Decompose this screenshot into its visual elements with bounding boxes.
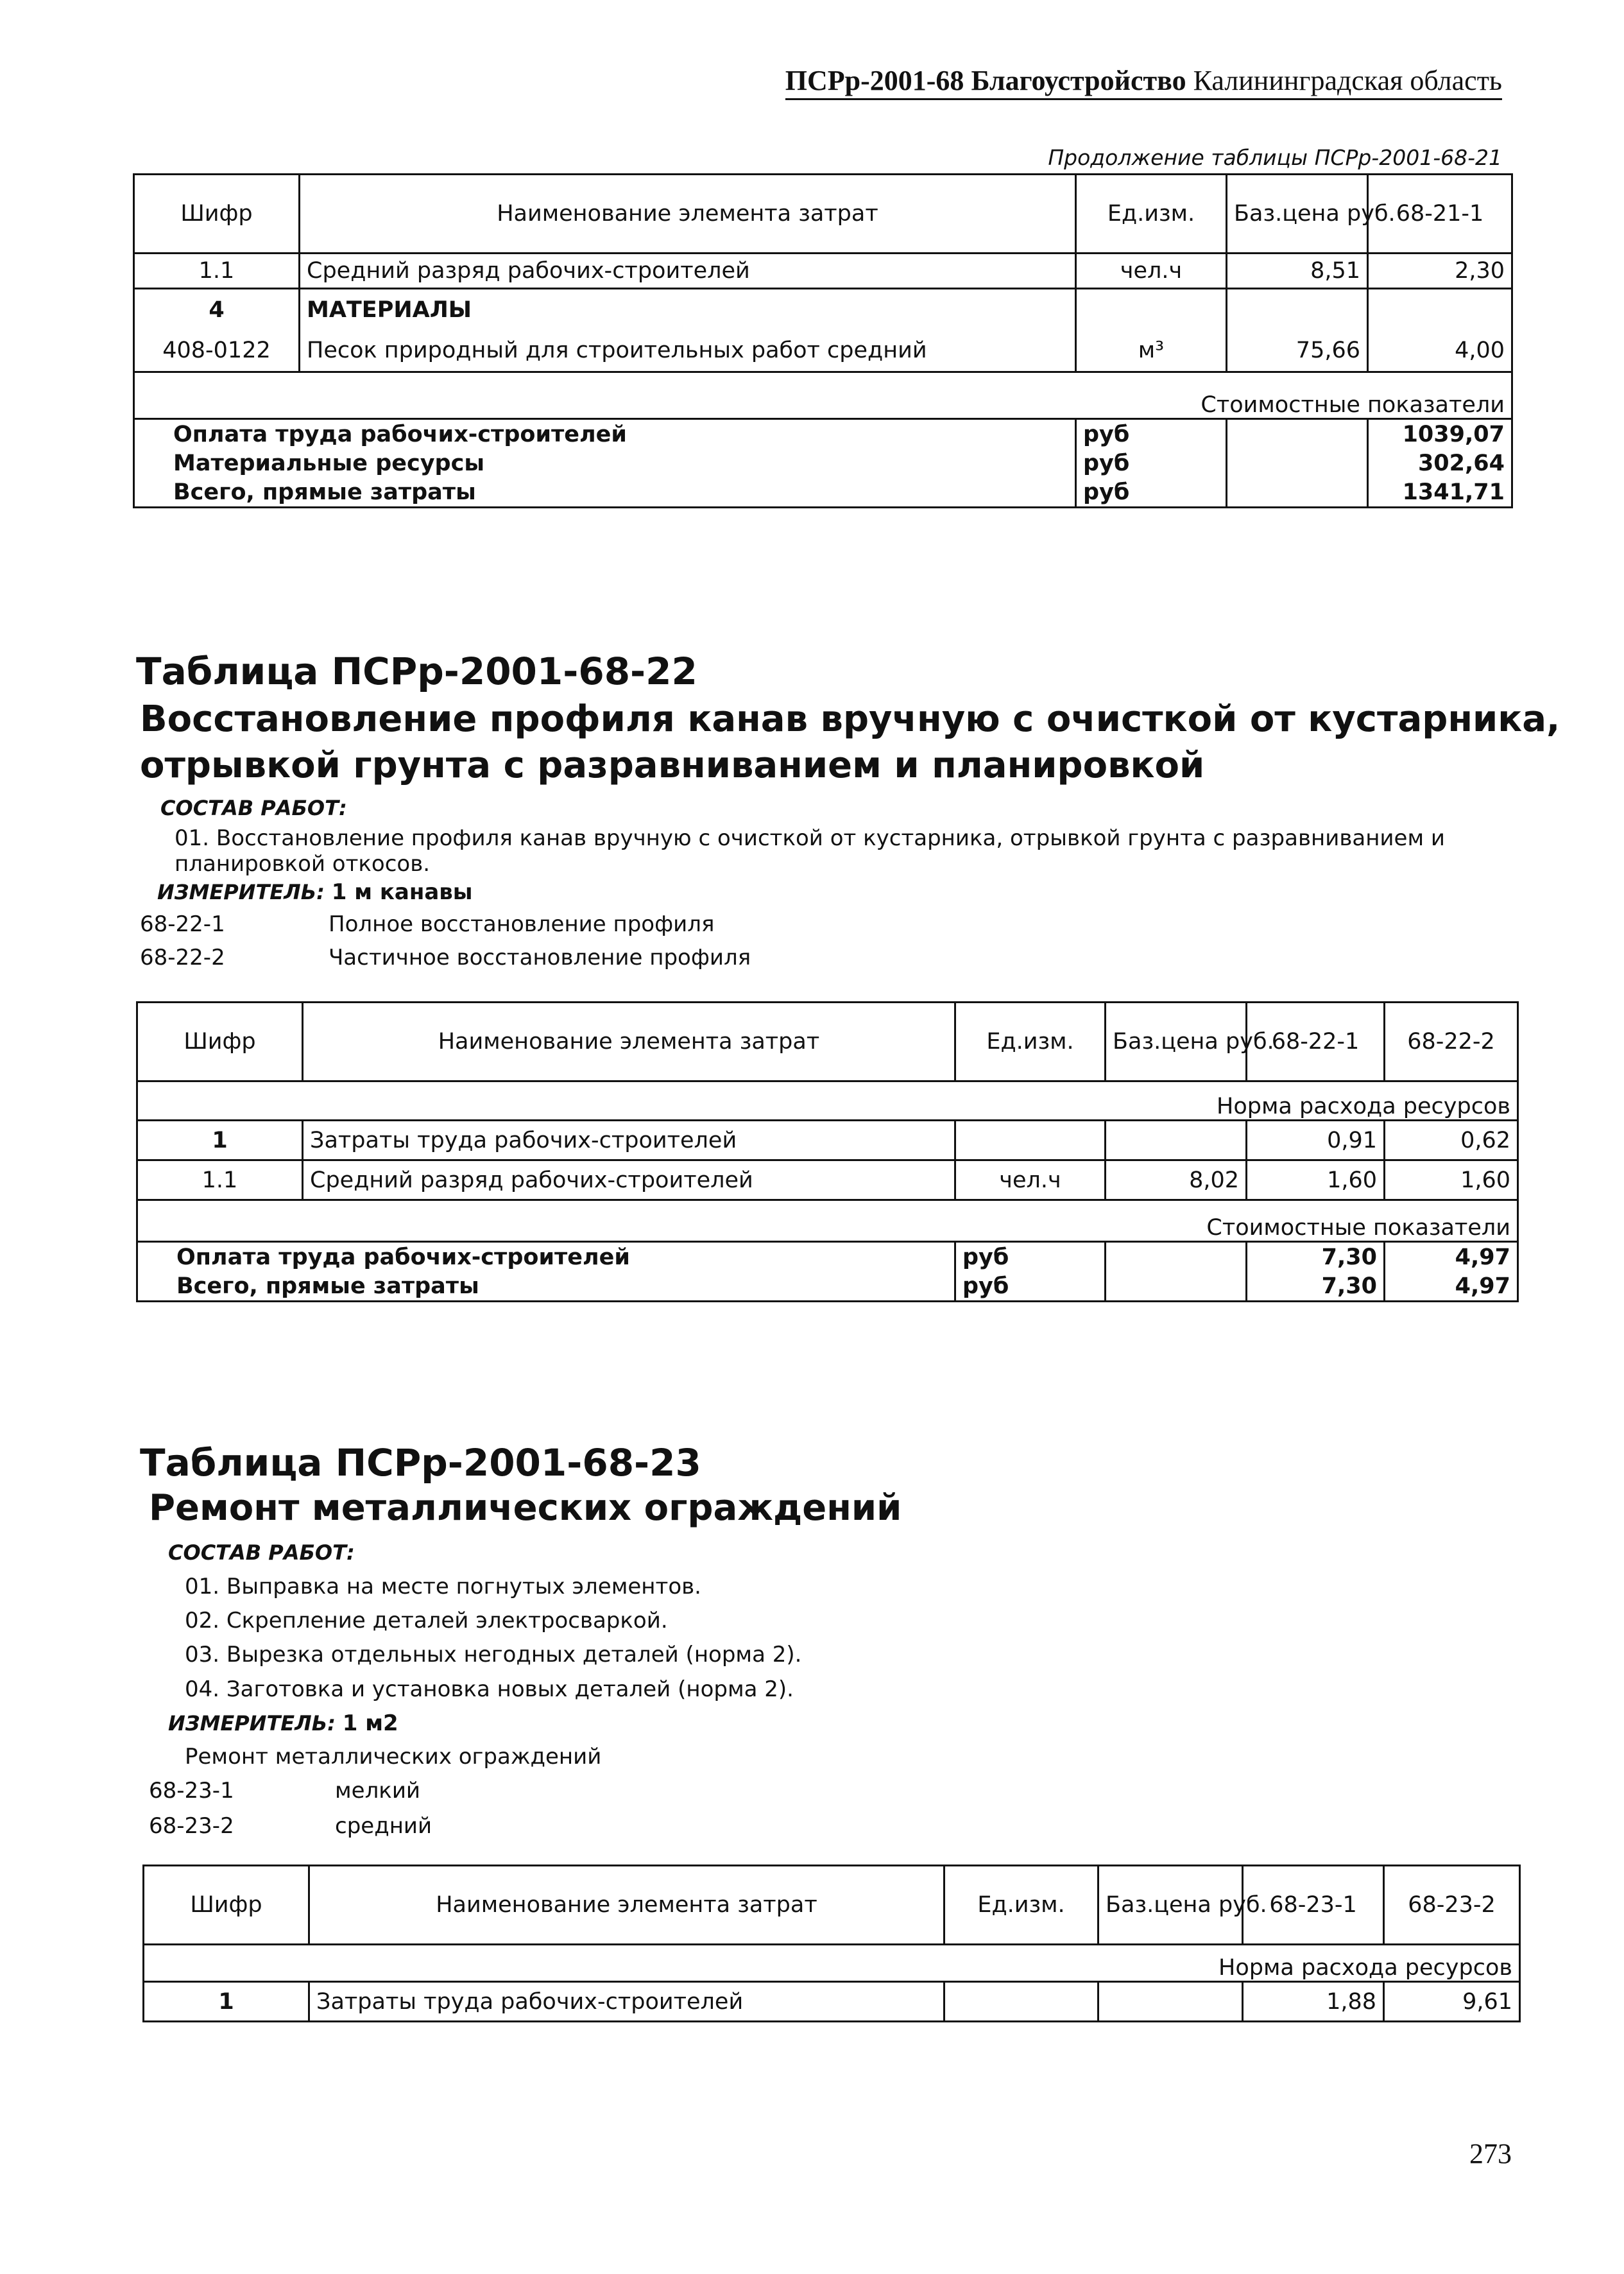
section-label: Норма расхода ресурсов <box>137 1081 1518 1121</box>
section-row <box>144 1945 1520 1982</box>
cell-unit <box>944 1982 1098 2022</box>
cost-value: 1039,07 <box>1368 419 1512 449</box>
cost-value: 4,97 <box>1385 1242 1518 1272</box>
header-code: Шифр <box>134 175 300 254</box>
table-header-row <box>134 175 1512 254</box>
meter-value: 1 м канавы <box>331 879 473 905</box>
cell-price <box>1106 1121 1247 1160</box>
meter-label: ИЗМЕРИТЕЛЬ: <box>157 880 325 904</box>
table-68-23 <box>142 1865 1521 2022</box>
cost-unit: руб <box>1076 478 1227 508</box>
item-text: мелкий <box>335 1778 421 1804</box>
header-price: Баз.цена руб. <box>1106 1003 1247 1081</box>
cell-name: Песок природный для строительных работ средний <box>300 331 1076 372</box>
cell-value: 4,00 <box>1368 331 1512 372</box>
table-row <box>137 1160 1518 1200</box>
section-row <box>137 1200 1518 1242</box>
cost-unit: руб <box>1076 449 1227 478</box>
cell-code: 1 <box>144 1982 309 2022</box>
header-name: Наименование элемента затрат <box>300 175 1076 254</box>
table-row <box>144 1982 1520 2022</box>
header-name: Наименование элемента затрат <box>309 1866 944 1945</box>
cell-code: 1.1 <box>134 254 300 289</box>
cell-value <box>1368 289 1512 331</box>
cost-unit: руб <box>955 1271 1106 1302</box>
table-22-title-line2: отрывкой грунта с разравниванием и планировкой <box>140 745 1205 786</box>
work-item: планировкой откосов. <box>175 851 431 877</box>
cell-value: 0,62 <box>1385 1121 1518 1160</box>
item-code: 68-23-1 <box>149 1778 234 1804</box>
cost-name: Оплата труда рабочих-строителей <box>134 419 1076 449</box>
cell-unit: чел.ч <box>1076 254 1227 289</box>
work-item: 03. Вырезка отдельных негодных деталей (норма 2). <box>185 1642 802 1667</box>
header-col1: 68-23-1 <box>1243 1866 1384 1945</box>
cost-row <box>137 1242 1518 1272</box>
header-name: Наименование элемента затрат <box>303 1003 955 1081</box>
cell-name: Средний разряд рабочих-строителей <box>300 254 1076 289</box>
table-row <box>134 331 1512 372</box>
header-col2: 68-22-2 <box>1385 1003 1518 1081</box>
header-code: ПСРр-2001-68 <box>785 65 964 96</box>
cell-price: 8,51 <box>1227 254 1368 289</box>
header-title: Благоустройство <box>971 65 1186 96</box>
header-price: Баз.цена руб. <box>1098 1866 1243 1945</box>
section-label: Стоимостные показатели <box>137 1200 1518 1242</box>
cost-row <box>134 419 1512 449</box>
cost-value: 7,30 <box>1247 1271 1385 1302</box>
table-68-22 <box>136 1001 1519 1302</box>
cell-price: 8,02 <box>1106 1160 1247 1200</box>
meter <box>157 879 473 905</box>
cell-unit: м³ <box>1076 331 1227 372</box>
cell-name: МАТЕРИАЛЫ <box>300 289 1076 331</box>
cell-code: 1 <box>137 1121 303 1160</box>
item-text: Полное восстановление профиля <box>329 911 715 937</box>
work-composition-label: СОСТАВ РАБОТ: <box>160 796 347 820</box>
table-23-number: Таблица ПСРр-2001-68-23 <box>140 1441 701 1485</box>
cell-name: Затраты труда рабочих-строителей <box>309 1982 944 2022</box>
subtitle: Ремонт металлических ограждений <box>185 1744 602 1770</box>
table-68-21 <box>133 173 1513 508</box>
cost-unit: руб <box>955 1242 1106 1272</box>
table-22-number: Таблица ПСРр-2001-68-22 <box>136 650 697 693</box>
cell-unit <box>955 1121 1106 1160</box>
table-row <box>137 1121 1518 1160</box>
cell-value: 0,91 <box>1247 1121 1385 1160</box>
table-row <box>134 254 1512 289</box>
section-row <box>134 372 1512 419</box>
cell-unit: чел.ч <box>955 1160 1106 1200</box>
header-unit: Ед.изм. <box>1076 175 1227 254</box>
table-row <box>134 289 1512 331</box>
item-text: Частичное восстановление профиля <box>329 945 751 970</box>
cell-price <box>1098 1982 1243 2022</box>
item-code: 68-22-1 <box>140 911 225 937</box>
page-number: 273 <box>1469 2138 1512 2169</box>
item-text: средний <box>335 1813 432 1839</box>
cell-value: 9,61 <box>1384 1982 1520 2022</box>
cost-unit: руб <box>1076 419 1227 449</box>
meter <box>168 1710 398 1736</box>
cost-row <box>137 1271 1518 1302</box>
cell-value: 1,60 <box>1385 1160 1518 1200</box>
cell-value: 1,88 <box>1243 1982 1384 2022</box>
cost-name: Оплата труда рабочих-строителей <box>137 1242 955 1272</box>
cell-name: Средний разряд рабочих-строителей <box>303 1160 955 1200</box>
cell-code: 408-0122 <box>134 331 300 372</box>
header-code: Шифр <box>137 1003 303 1081</box>
section-row <box>137 1081 1518 1121</box>
cell-code: 4 <box>134 289 300 331</box>
table-header-row <box>137 1003 1518 1081</box>
header-col1: 68-22-1 <box>1247 1003 1385 1081</box>
cell-price: 75,66 <box>1227 331 1368 372</box>
work-composition-label: СОСТАВ РАБОТ: <box>168 1540 355 1565</box>
cell-value: 2,30 <box>1368 254 1512 289</box>
item-code: 68-23-2 <box>149 1813 234 1839</box>
cost-name: Материальные ресурсы <box>134 449 1076 478</box>
cell-name: Затраты труда рабочих-строителей <box>303 1121 955 1160</box>
header-price: Баз.цена руб. <box>1227 175 1368 254</box>
page-header <box>785 64 1502 100</box>
header-code: Шифр <box>144 1866 309 1945</box>
header-col1: 68-21-1 <box>1368 175 1512 254</box>
work-item: 01. Восстановление профиля канав вручную с очисткой от кустарника, отрывкой грунта с разравниванием и <box>175 825 1446 851</box>
cost-row <box>134 449 1512 478</box>
cost-value: 7,30 <box>1247 1242 1385 1272</box>
header-col2: 68-23-2 <box>1384 1866 1520 1945</box>
header-region: Калининградская область <box>1193 65 1502 96</box>
item-code: 68-22-2 <box>140 945 225 970</box>
cell-value: 1,60 <box>1247 1160 1385 1200</box>
section-label: Норма расхода ресурсов <box>144 1945 1520 1982</box>
cost-name: Всего, прямые затраты <box>137 1271 955 1302</box>
meter-value: 1 м2 <box>342 1710 398 1736</box>
cell-unit <box>1076 289 1227 331</box>
work-item: 02. Скрепление деталей электросваркой. <box>185 1608 668 1633</box>
table-23-title: Ремонт металлических ограждений <box>149 1487 902 1529</box>
meter-label: ИЗМЕРИТЕЛЬ: <box>168 1711 336 1736</box>
header-unit: Ед.изм. <box>944 1866 1098 1945</box>
table-header-row <box>144 1866 1520 1945</box>
cell-code: 1.1 <box>137 1160 303 1200</box>
header-unit: Ед.изм. <box>955 1003 1106 1081</box>
table-22-title-line1: Восстановление профиля канав вручную с очисткой от кустарника, <box>140 698 1560 740</box>
cost-name: Всего, прямые затраты <box>134 478 1076 508</box>
cell-price <box>1227 289 1368 331</box>
work-item: 04. Заготовка и установка новых деталей (норма 2). <box>185 1676 794 1702</box>
cost-row <box>134 478 1512 508</box>
work-item: 01. Выправка на месте погнутых элементов. <box>185 1574 701 1599</box>
cost-value: 1341,71 <box>1368 478 1512 508</box>
section-label: Стоимостные показатели <box>134 372 1512 419</box>
continuation-note: Продолжение таблицы ПСРр-2001-68-21 <box>1048 145 1502 170</box>
cost-value: 302,64 <box>1368 449 1512 478</box>
cost-value: 4,97 <box>1385 1271 1518 1302</box>
